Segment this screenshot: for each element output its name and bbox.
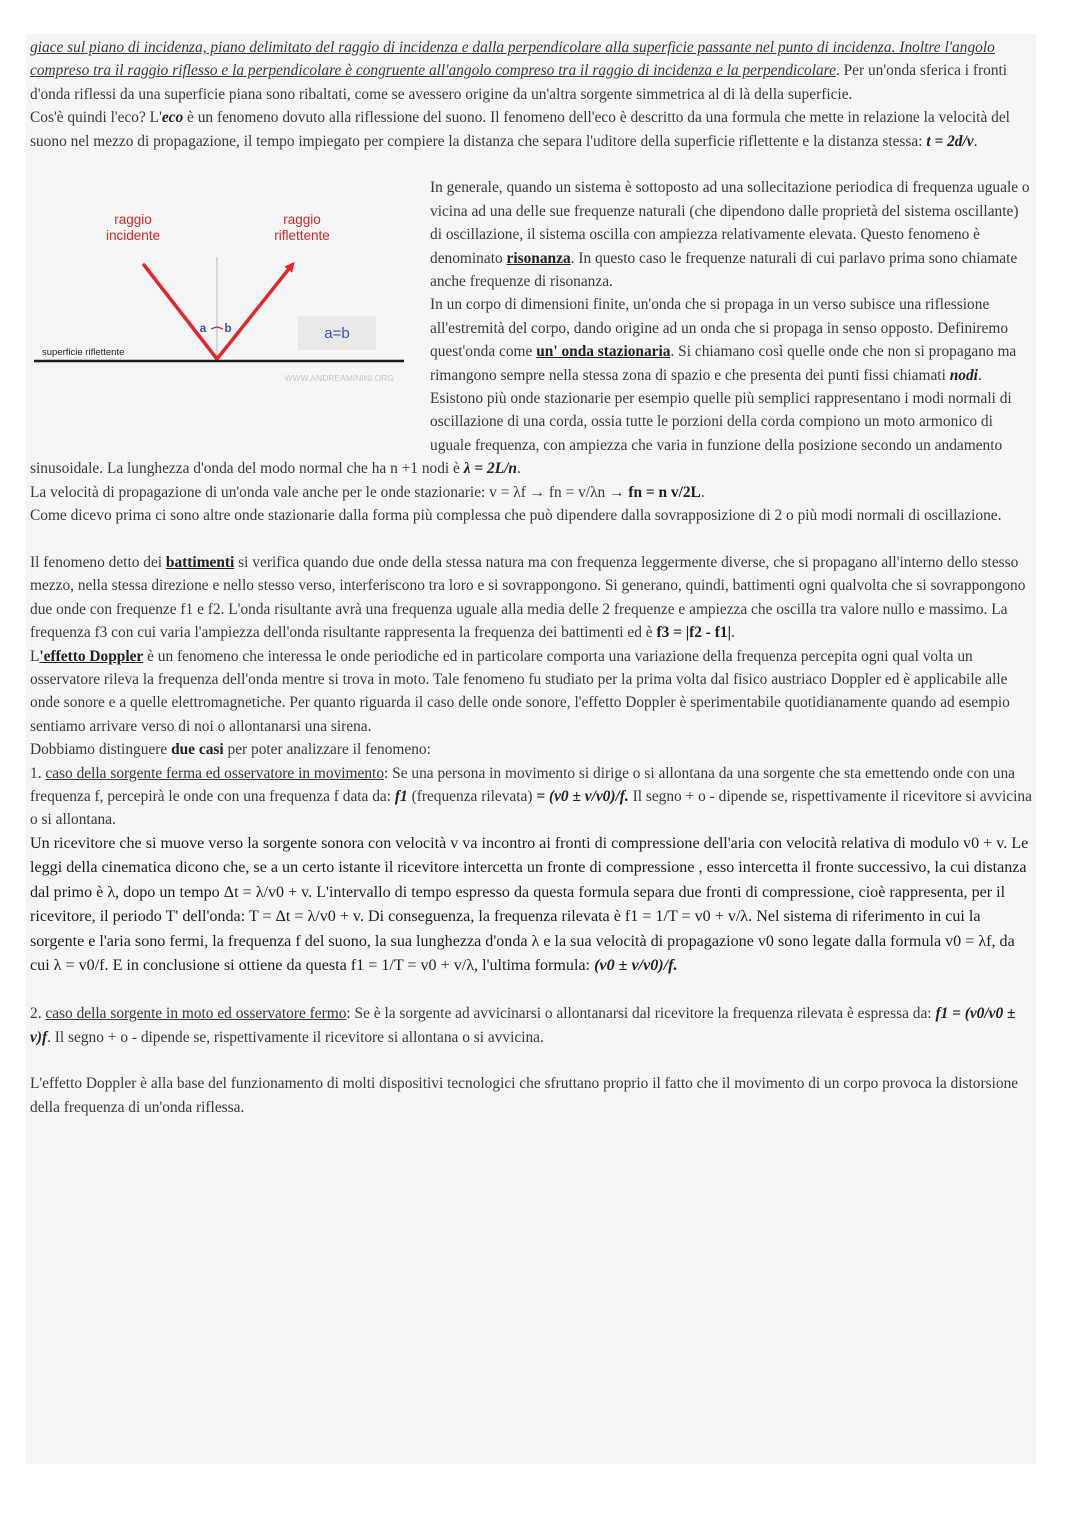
reflection-diagram [26,153,426,435]
eco-lead-line [30,106,1032,153]
battimenti-end: . [730,624,735,642]
incident-ray [144,265,217,359]
case2-text: : Se è la sorgente ad avvicinarsi o allontanarsi dal ricevitore la frequenza rilevata è espressa da: [346,1005,936,1023]
stazionaria-term: un' onda stazionaria [536,343,671,361]
eco-end: . [973,132,978,150]
doppler-text: è un fenomeno che interessa le onde periodiche ed in particolare comporta una variazione della frequenza percepita ogni qual volta un osservatore rileva la frequenza dell'onda mentre si trova in moto. Tale fenomeno fu studiato per la prima volta dal fisico austriaco Doppler ed è applicabile alle onde sonore e a quelle elettromagnetiche. Per quanto riguarda il caso delle onde sonore, l'effetto Doppler è sperimentabile quotidianamente quando ad esempio sentiamo arrivare verso di noi o allontanarsi una sirena. [30,647,1010,735]
spacer [30,1049,1032,1072]
stazionaria-text4: . [516,460,521,478]
case1-final-formula: (v0 ± v/v0)/f. [594,957,678,975]
stazionaria-text3: . Esistono più onde stazionarie per esempio quelle più semplici rappresentano i modi normali di oscillazione di una corda, ossia tutte le porzioni della corda compiono un moto armonico di uguale frequenza, con ampiezza che varia in funzione della posizione secondo un andamento sinusoidale. La lunghezza d'onda del modo normal che ha n +1 nodi è [30,366,1012,478]
case1-derivation [30,832,1032,979]
cases-lead: Dobbiamo distinguere [30,741,172,759]
risonanza-text: In generale, quando un sistema è sottoposto ad una sollecitazione periodica di frequenza uguale o vicina ad una delle sue frequenze naturali (che dipendono dalle proprietà del sistema oscillante) di oscillazione, il sistema oscilla con ampiezza relativamente elevata. Questo fenomeno è denominato [430,179,1030,267]
incident-label-2: incidente [105,228,161,244]
velocity-line [30,481,1032,504]
case1-text3: Il segno + o - dipende se, rispettivamente il ricevitore si avvicina o si allontana. [30,787,1032,829]
doppler-cases-line [30,738,1032,761]
conclusion-paragraph: L'effetto Doppler è alla base del funzionamento di molti dispositivi tecnologici che sfruttano proprio il fatto che il movimento di un corpo provoca la distorsione della frequenza di un'onda riflessa. [30,1075,1019,1116]
velocity-text: La velocità di propagazione di un'onda vale anche per le onde stazionarie: v = λf → fn = v/λn → [30,483,629,501]
beat-formula: f3 = |f2 - f1| [656,624,731,642]
battimenti-paragraph [30,551,1032,645]
surface-label: superficie riflettente [42,347,125,359]
case2-text2: . Il segno + o - dipende se, rispettivamente il ricevitore si allontana o si avvicina. [47,1028,544,1046]
frequency-formula: fn = n v/2L [628,483,701,501]
spacer [30,528,1032,551]
angle-b-arc [217,327,223,329]
case1-paragraph [30,762,1032,832]
case1-number: 1. [30,764,46,782]
case2-formula: f1 = (v0/v0 ± v)f [30,1005,1016,1046]
cases-bold: due casi [171,741,224,759]
document-page [26,34,1036,1464]
incident-label-1: raggio [114,212,152,228]
velocity-end: . [700,483,705,501]
doppler-lead: L [30,647,40,665]
reflected-ray [217,265,292,359]
intro-paragraph [30,36,1032,106]
doppler-paragraph [30,645,1032,739]
wavelength-formula: λ = 2L/n [463,460,517,478]
eco-term: eco [161,109,184,127]
stazionaria-text: In un corpo di dimensioni finite, un'onda che si propaga in un verso subisce una riflessione all'estremità del corpo, dando origine ad un onda che si propaga in senso opposto. Definiremo quest'onda come [430,296,1009,361]
reflection-figure [26,153,426,435]
case2-title: caso della sorgente in moto ed osservatore fermo [45,1005,347,1023]
eco-lead: Cos'è quindi l'eco? L' [30,109,162,127]
doppler-term: 'effetto Doppler [39,647,144,665]
risonanza-end: . In questo caso le frequenze naturali di cui parlavo prima sono chiamate anche frequenze di risonanza. [430,249,1018,291]
case2-number: 2. [30,1005,46,1023]
risonanza-term: risonanza [506,249,571,267]
case2-paragraph [30,1002,1032,1049]
eco-text: è un fenomeno dovuto alla riflessione del suono. Il fenomeno dell'eco è descritto da una formula che mette in relazione la velocità del suono nel mezzo di propagazione, il tempo impiegato per compiere la distanza che separa l'uditore della superficie riflettente e la distanza stessa: [30,109,1010,150]
spacer [30,979,1032,1002]
case1-text2: (frequenza rilevata) [407,787,537,805]
case1-f1: f1 [394,787,408,805]
reflected-label-1: raggio [283,212,321,228]
complex-waves-line: Come dicevo prima ci sono altre onde stazionarie dalla forma più complessa che può dipendere dalla sovrapposizione di 2 o più modi normali di oscillazione. [30,507,1002,525]
case1-derivation-text: Un ricevitore che si muove verso la sorgente sonora con velocità v va incontro ai fronti di compressione dell'aria con velocità relativa di modulo v0 + v. Le leggi della cinematica dicono che, se a un certo istante il ricevitore intercetta un fronte di compressione , esso intercetta il fronte successivo, la cui distanza dal primo è λ, dopo un tempo Δt = λ/v0 + v. L'intervallo di tempo espresso da questa formula separa due fronti di compressione, cioè rappresenta, per il ricevitore, il periodo T' dell'onda: T = Δt = λ/v0 + v. Di conseguenza, la frequenza rilevata è f1 = 1/T = v0 + v/λ. Nel sistema di riferimento in cui la sorgente e l'aria sono fermi, la frequenza f del suono, la sua lunghezza d'onda λ e la sua velocità di propagazione v0 sono legate dalla formula v0 = λf, da cui λ = v0/f. E in conclusione si ottiene da questa f1 = 1/T = v0 + v/λ, l'ultima formula: [30,834,1029,975]
case1-formula: = (v0 ± v/v0)/f. [536,787,629,805]
case1-text: : Se una persona in movimento si dirige o si allontana da una sorgente che sta emettendo onde con una frequenza f, percepirà le onde con una frequenza f data da: [30,764,1016,805]
angle-a-label: a [199,321,207,336]
battimenti-text: si verifica quando due onde della stessa natura ma con frequenza leggermente diverse, che si propagano all'interno dello stesso mezzo, nella stessa direzione e nello stesso verso, interferiscono tra loro e si sovrappongono. Si generano, quindi, battimenti ogni qualvolta che si sovrappongono due onde con frequenze f1 e f2. L'onda risultante avrà una frequenza uguale alla media delle 2 frequenze e ampiezza che oscilla tra valore nullo e massimo. La frequenza f3 con cui varia l'ampiezza dell'onda risultante rappresenta la frequenza dei battimenti ed è [30,553,1026,642]
intro-underlined-text: giace sul piano di incidenza, piano delimitato del raggio di incidenza e dalla perpendicolare alla superficie passante nel punto di incidenza. Inoltre l'angolo compreso tra il raggio riflesso e la perpendicolare è congruente all'angolo compreso tra il raggio di incidenza e la perpendicolare [30,39,995,80]
equality-label: a=b [324,325,350,343]
cases-end: per poter analizzare il fenomeno: [223,741,431,759]
case1-title: caso della sorgente ferma ed osservatore in movimento [45,764,385,782]
intro-rest-text: . Per un'onda sferica i fronti d'onda riflessi da una superficie piana sono ribaltati, come se avessero origine da un'altra sorgente simmetrica al di là della superficie. [30,62,1008,103]
angle-b-label: b [224,321,232,336]
battimenti-term: battimenti [165,553,235,571]
document-content [26,34,1036,1119]
angle-a-arc [211,327,217,329]
stazionaria-text2: . Si chiamano così quelle onde che non si propagano ma rimangono sempre nella stessa zona di spazio e che presenta dei punti fissi chiamati [430,343,1017,384]
battimenti-lead: Il fenomeno detto dei [30,553,166,571]
eco-formula: t = 2d/v [926,132,974,150]
reflected-label-2: riflettente [274,228,330,244]
nodi-term: nodi [949,366,978,384]
watermark: WWW.ANDREAMININI.ORG [284,373,394,384]
